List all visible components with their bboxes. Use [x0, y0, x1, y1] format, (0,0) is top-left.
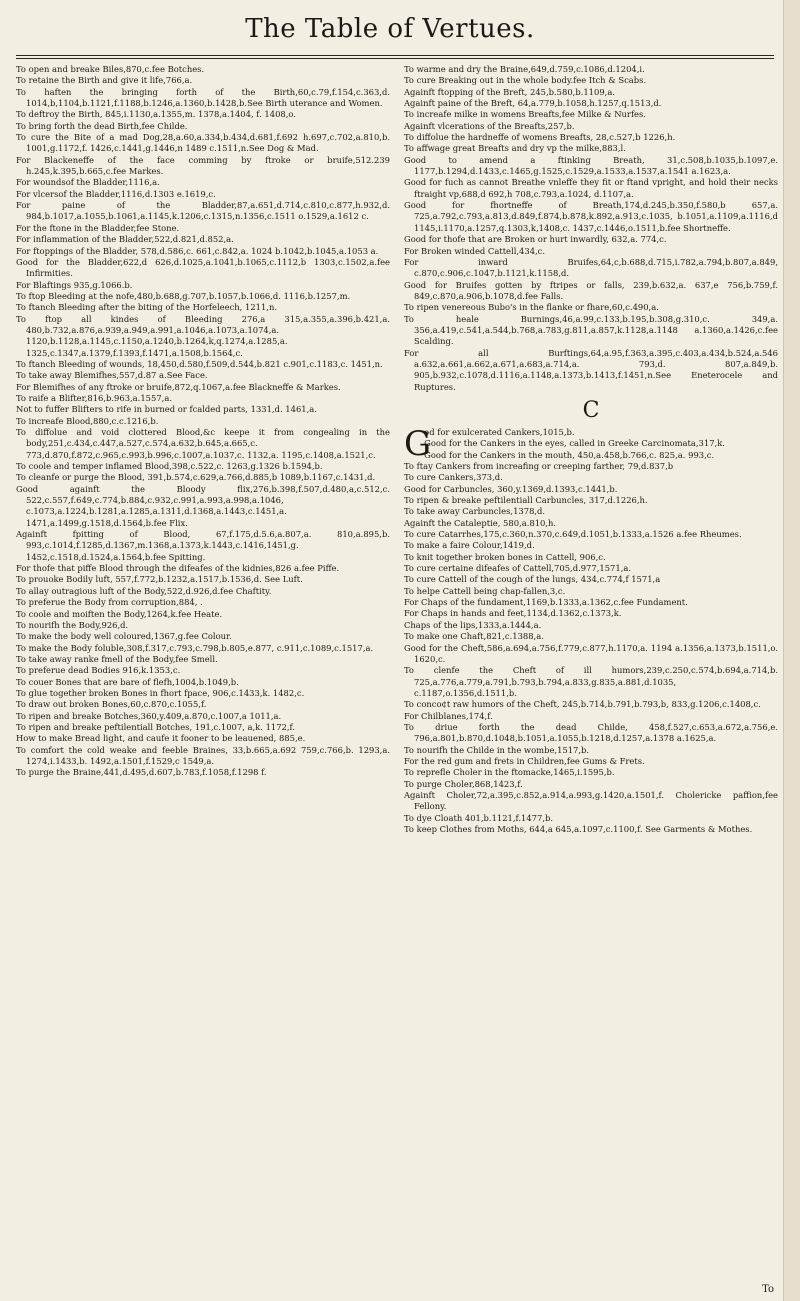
- index-entry: To helpe Cattell being chap-fallen,3,c.: [404, 585, 566, 596]
- index-entry: For Chilblanes,174,f.: [404, 710, 493, 721]
- index-entry: Againft Choler,72,a.395,c.852,a.914,a.993,g.1420,a.1501,f. Cholericke paffion,fee Fellony.: [404, 789, 778, 812]
- index-entry: Not to fuffer Blifters to rife in burned or fcalded parts, 1331,d. 1461,a.: [16, 404, 317, 415]
- index-entry: Good for Bruifes gotten by ftripes or falls, 239,b.632,a. 637,e 756,b.759,f. 849,c.870,a.906,b.1078,d.fee Falls.: [404, 279, 778, 301]
- index-entry: Good for the Cankers in the mouth, 450,a.458,b.766,c. 825,a. 993,c.: [424, 449, 715, 460]
- index-entry: Good for the Cankers in the eyes, called in Greeke Carcinomata,317,k.: [424, 438, 725, 449]
- index-entry: For woundsof the Bladder,1116,a.: [16, 177, 160, 188]
- index-entry: To couer Bones that are bare of flefh,1004,b.1049,b.: [16, 676, 239, 687]
- index-entry: To glue together broken Bones in fhort fpace, 906,c.1433,k. 1482,c.: [16, 687, 305, 698]
- catchword: To: [762, 1284, 774, 1295]
- index-entry: Good for thofe that are Broken or hurt inwardly, 632,a. 774,c.: [404, 234, 667, 245]
- index-entry: To ripen venereous Bubo's in the flanke or fhare,60,c.490,a.: [404, 302, 659, 313]
- index-entry: To allay outragious luft of the Body,522,d.926,d.fee Chaftity.: [16, 585, 272, 596]
- index-entry: For ftoppings of the Bladder, 578,d.586,c. 661,c.842,a. 1024 b.1042,b.1045,a.1053 a.: [16, 245, 379, 256]
- index-entry: For paine of the Bladder,87,a.651,d.714,c.810,c.877,h.932,d. 984,b.1017,a.1055,b.1061,a.1145,k.1206,c.1315,n.1356,c.1511 o.1529,a.1612 c.: [16, 200, 390, 222]
- index-entry: To open and breake Biles,870,c.fee Botches.: [16, 64, 205, 74]
- index-entry: To cleanfe or purge the Blood, 391,b.574,c.629,a.766,d.885,b 1089,b.1167,c.1431,d.: [16, 472, 376, 483]
- index-entry: Againft paine of the Breft, 64,a.779,b.1058,h.1257,q.1513,d.: [404, 98, 662, 109]
- index-entry: Good for the Cheft,586,a.694,a.756,f.779,c.877,h.1170,a. 1194 a.1356,a.1373,b.1511,o. 1620,c.: [404, 642, 778, 664]
- index-entry: Good to amend a ftinking Breath, 31,c.508,b.1035,b.1097,e. 1177,b.1294,d.1433,c.1465,g.1525,c.1529,a.1533,a.1537,a.1541 a.1623,a.: [404, 154, 778, 177]
- index-entry: To increafe milke in womens Breafts,fee Milke & Nurfes.: [404, 109, 646, 120]
- index-entry: For Blaftings 935,g.1066.b.: [16, 279, 133, 290]
- index-entry: To prouoke Bodily luft, 557,f.772,b.1232,a.1517,b.1536,d. See Luft.: [16, 574, 303, 585]
- index-entry: To ftanch Bleeding of wounds, 18,450,d.580,f.509,d.544,b.821 c.901,c.1183,c. 1451,n.: [16, 358, 383, 369]
- right-b-entries: [404, 64, 778, 393]
- index-entry: To make one Chaft,821,c.1388,a.: [404, 631, 544, 642]
- index-entry: For Blemifhes of any ftroke or bruife,872,q.1067,a.fee Blackneffe & Markes.: [16, 381, 341, 392]
- index-entry: To make the body well coloured,1367,g.fee Colour.: [16, 631, 232, 642]
- index-entry: To diffolue the hardneffe of womens Breafts, 28,c.527,b 1226,h.: [404, 132, 676, 143]
- title-rule-second: [16, 58, 774, 59]
- index-entry: To cure Catarrhes,175,c.360,n.370,c.649,d.1051,b.1333,a.1526 a.fee Rheumes.: [404, 529, 742, 540]
- index-entry: To conco¢t raw humors of the Cheft, 245,b.714,b.791,b.793,b, 833,g.1206,c.1408,c.: [404, 699, 761, 710]
- index-entry: To take away ranke fmell of the Body,fee Smell.: [16, 653, 218, 664]
- title-rule: [16, 55, 774, 56]
- index-entry: To deftroy the Birth, 845,i.1130,a.1355,m. 1378,a.1404, f. 1408,o.: [16, 109, 296, 120]
- left-column: [16, 64, 390, 1292]
- index-entry: To comfort the cold weake and feeble Braines, 33,b.665,a.692 759,c.766,b. 1293,a. 1274,i.1433,b. 1492,a.1501,f.1529,c 1549,a.: [16, 744, 390, 766]
- index-entry: How to make Bread light, and caufe it fooner to be leauened, 885,e.: [16, 733, 306, 744]
- right-column: [404, 64, 778, 1292]
- index-entry: To warme and dry the Braine,649,d.759,c.1086,d.1204,i.: [404, 64, 645, 74]
- index-entry: To cure Breaking out in the whole body.fee Itch & Scabs.: [404, 75, 647, 86]
- index-entry: To knit together broken bones in Cattell, 906,c.: [404, 551, 606, 562]
- index-entry: To ripen and breake Botches,360,y.409,a.870,c.1007,a 1011,a.: [16, 710, 282, 721]
- drop-cap: G: [404, 423, 432, 464]
- index-entry: To cure Cattell of the cough of the lungs, 434,c.774,f 1571,a: [404, 574, 661, 585]
- index-entry: To clenfe the Cheft of ill humors,239,c.250,c.574,b.694,a.714,b. 725,a.776,a.779,a.791,b.793,b.794,a.833,g.835,a.881,d.1035, c.1187,o.1356,d.1511,b.: [404, 665, 778, 698]
- index-entry: To cure the Bite of a mad Dog,28,a.60,a.334,b.434,d.681,f.692 h.697,c.702,a.810,b. 1001,g.1172,f. 1426,c.1441,g.1446,n 1489 c.1511,n.See Dog & Mad.: [16, 132, 390, 154]
- index-entry: To retaine the Birth and give it life,766,a.: [16, 75, 193, 86]
- index-entry: To ripen & breake peftilentiall Carbuncles, 317,d.1226,h.: [404, 495, 648, 506]
- index-entry: To purge Choler,868,1423,f.: [404, 778, 523, 789]
- index-entry: For Blackeneffe of the face comming by ftroke or bruife,512.239 h.245,k.395,b.665,c.fee Markes.: [16, 154, 390, 177]
- index-entry: Againft ftopping of the Breft, 245,b.580,b.1109,a.: [404, 86, 615, 97]
- page-title: The Table of Vertues.: [245, 14, 535, 44]
- index-entry: To driue forth the dead Childe, 458,f.527,c.653,a.672,a.756,e. 796,a.801,b.870,d.1048,b.1051,a.1055,b.1218,d.1257,a.1378 a.1625,a.: [404, 721, 778, 744]
- index-entry: Againft fpitting of Blood, 67,f.175,d.5.6,a.807,a. 810,a.895,b. 993,c.1014,f.1285,d.1367,m.1368,a.1373,k.1443,c.1416,1451,g. 1452,c.1518,d.1524,a.1564,b.fee Spitting.: [16, 529, 390, 562]
- index-entry: For the red gum and frets in Children,fee Gums & Frets.: [404, 755, 645, 766]
- index-entry: To purge the Braine,441,d.495,d.607,b.783,f.1058,f.1298 f.: [16, 767, 267, 778]
- first-entry-text: od for exulcerated Cankers,1015,b.: [424, 426, 575, 437]
- index-entry: To heale Burnings,46,a.99,c.133,b.195,b.308,g.310,c. 349,a. 356,a.419,c.541,a.544,b.768,a.783,g.811,a.857,k.1128,a.1148 a.1360,a.1426,c.fee Scalding.: [404, 313, 778, 347]
- index-entry: For Broken winded Cattell,434,c.: [404, 245, 546, 256]
- index-entry: To coole and moiften the Body,1264,k.fee Heate.: [16, 608, 223, 619]
- index-entry: To ftanch Bleeding after the biting of the Horfeleech, 1211,n.: [16, 302, 278, 313]
- index-entry: Good for the Bladder,622,d 626,d.1025,a.1041,b.1065,c.1112,b 1303,c.1502,a.fee Infirmities.: [16, 256, 390, 279]
- index-entry: To nourifh the Childe in the wombe,1517,b.: [404, 744, 590, 755]
- index-entry: To ripen and breake peftilentiall Botches, 191,c.1007, a,k. 1172,f.: [16, 721, 296, 732]
- index-entry: Good for fuch as cannot Breathe vnleffe they fit or ftand vpright, and hold their necks ftraight vp,688,d 692,h 708,c.793,a.1024, d.1107,a.: [404, 177, 778, 199]
- index-entry: To dye Cloath 401,b.1121,f.1477,b.: [404, 812, 554, 823]
- page-gutter: [783, 0, 800, 1301]
- index-entry: Againft vlcerations of the Breafts,257,b.: [404, 120, 575, 131]
- index-entry: For vlcersof the Bladder,1116,d.1303 e.1619,c.: [16, 188, 216, 199]
- index-entry: Good for Carbuncles, 360,y.1369,d.1393,c.1441,b.: [404, 483, 618, 494]
- index-entry: To cure certaine difeafes of Cattell,705,d.977,1571,a.: [404, 563, 632, 574]
- index-entry: To affwage great Breafts and dry vp the milke,883,l.: [404, 143, 626, 154]
- index-entry: To bring forth the dead Birth,fee Childe.: [16, 120, 188, 131]
- index-entry: For the ftone in the Bladder,fee Stone.: [16, 222, 180, 233]
- index-entry: Againft the Cataleptie, 580,a.810,h.: [404, 517, 557, 528]
- index-entry: To take away Blemifhes,557,d.87 a.See Face.: [16, 370, 208, 381]
- index-entry: To make the Body foluble,308,f.317,c.793,c.798,b.805,e.877, c.911,c.1089,c.1517,a.: [16, 642, 374, 653]
- index-entry: For thofe that piffe Blood through the difeafes of the kidnies,826 a.fee Piffe.: [16, 563, 340, 574]
- index-entry: To preferue dead Bodies 916,k.1353,c.: [16, 665, 181, 676]
- index-entry: For Chaps in hands and feet,1134,d.1362,c.1373,k.: [404, 608, 622, 619]
- index-columns: [16, 64, 778, 1292]
- index-entry: To ftop Bleeding at the nofe,480,b.688,g.707,b.1057,b.1066,d. 1116,b.1257,m.: [16, 290, 351, 301]
- index-entry: To draw out broken Bones,60,c.870,c.1055,f.: [16, 699, 207, 710]
- index-entry: For inflammation of the Bladder,522,d.821,d.852,a.: [16, 234, 234, 245]
- index-entry: For Chaps of the fundament,1169,b.1333,a.1362,c.fee Fundament.: [404, 597, 688, 608]
- index-entry: To ftop all kindes of Bleeding 276,a 315,a.355,a.396,b.421,a. 480,b.732,a.876,a.939,a.949,a.991,a.1046,a.1073,a.1074,a. 1120,b.1128,a.1145,c.1150,a.1240,b.1264,k,q.1274,a.1285,a. 1325,c.1347,a.1379,f.1393,f.1471,a.1508,b.1564,c.: [16, 313, 390, 358]
- index-entry: To make a faire Colour,1419,d.: [404, 540, 535, 551]
- right-c-entries: [404, 438, 778, 835]
- index-entry: For inward Bruifes,64,c,b.688,d.715,i.782,a.794,b.807,a.849, c.870,c.906,c.1047,b.1121,k.1158,d.: [404, 256, 778, 279]
- index-entry: To ftay Cankers from increafing or creeping farther, 79,d.837,b: [404, 461, 674, 471]
- index-entry: To take away Carbuncles,1378,d.: [404, 506, 546, 517]
- index-entry: To reprefle Choler in the ftomacke,1465,i.1595,b.: [404, 767, 615, 778]
- index-entry: To haften the bringing forth of the Birth,60,c.79,f.154,c.363,d. 1014,b,1104,b.1121,f.1188,b.1246,a.1360,b.1428,b.See Birth uterance and Women.: [16, 86, 390, 109]
- index-entry: Good for fhortneffe of Breath,174,d.245,b.350,f.580,b 657,a. 725,a.792,c.793,a.813,d.849,f.874,b.878,k.892,a.913,c.1035, b.1051,a.1109,a.1116,d 1145,i.1170,a.1257,q.1303,k,1408,c. 1437,c.1446,o.1511,b.fee Shortneffe.: [404, 200, 778, 233]
- index-entry: To diffolue and void clottered Blood,&c keepe it from congealing in the body,251,c.434,c.447,a.527,c.574,a.632,b.645,a.665,c. 773,d.870,f.872,c.965,c.993,b.996,c.1007,a.1037,c. 1132,a. 1195,c.1408,a.1521,c.: [16, 427, 390, 460]
- index-entry: To coole and temper inflamed Blood,398,c.522,c. 1263,g.1326 b.1594,b.: [16, 461, 323, 472]
- index-entry: To preferue the Body from corruption,884, .: [16, 597, 203, 608]
- index-entry: To cure Cankers,373,d.: [404, 472, 503, 483]
- index-entry: To raife a Blifter,816,b.963,a.1557,a.: [16, 392, 172, 403]
- index-entry: For all Burftings,64,a.95,f.363,a.395,c.403,a.434,b.524,a.546 a.632,a.661,a.662,a.671,a.683,a.714,a. 793,d. 807,a.849,b. 905,b.932,c.1078,d.1116,a.1148,a.1373,b.1413,f.1451,n.See Eneterocele and Ruptures.: [404, 347, 778, 392]
- index-entry: To keep Clothes from Moths, 644,a 645,a.1097,c.1100,f. See Garments & Mothes.: [404, 824, 753, 834]
- section-letter: C: [582, 397, 600, 423]
- index-entry: To increafe Blood,880,c.c.1216,b.: [16, 415, 159, 426]
- index-entry: To nourifh the Body,926,d.: [16, 619, 129, 630]
- index-entry: Good againft the Bloody flix,276,b.398,f.507,d.480,a,c.512,c. 522,c.557,f.649,c.774,b.884,c.932,c.991,a.993,a.998,a.1046, c.1073,a.1224,b.1281,a.1285,a.1311,d.1368,a.1443,c.1451,a. 1471,a.1499,g.1518,d.1564,b.fee Flix.: [16, 483, 390, 528]
- index-entry: Chaps of the lips,1333,a.1444,a.: [404, 619, 542, 630]
